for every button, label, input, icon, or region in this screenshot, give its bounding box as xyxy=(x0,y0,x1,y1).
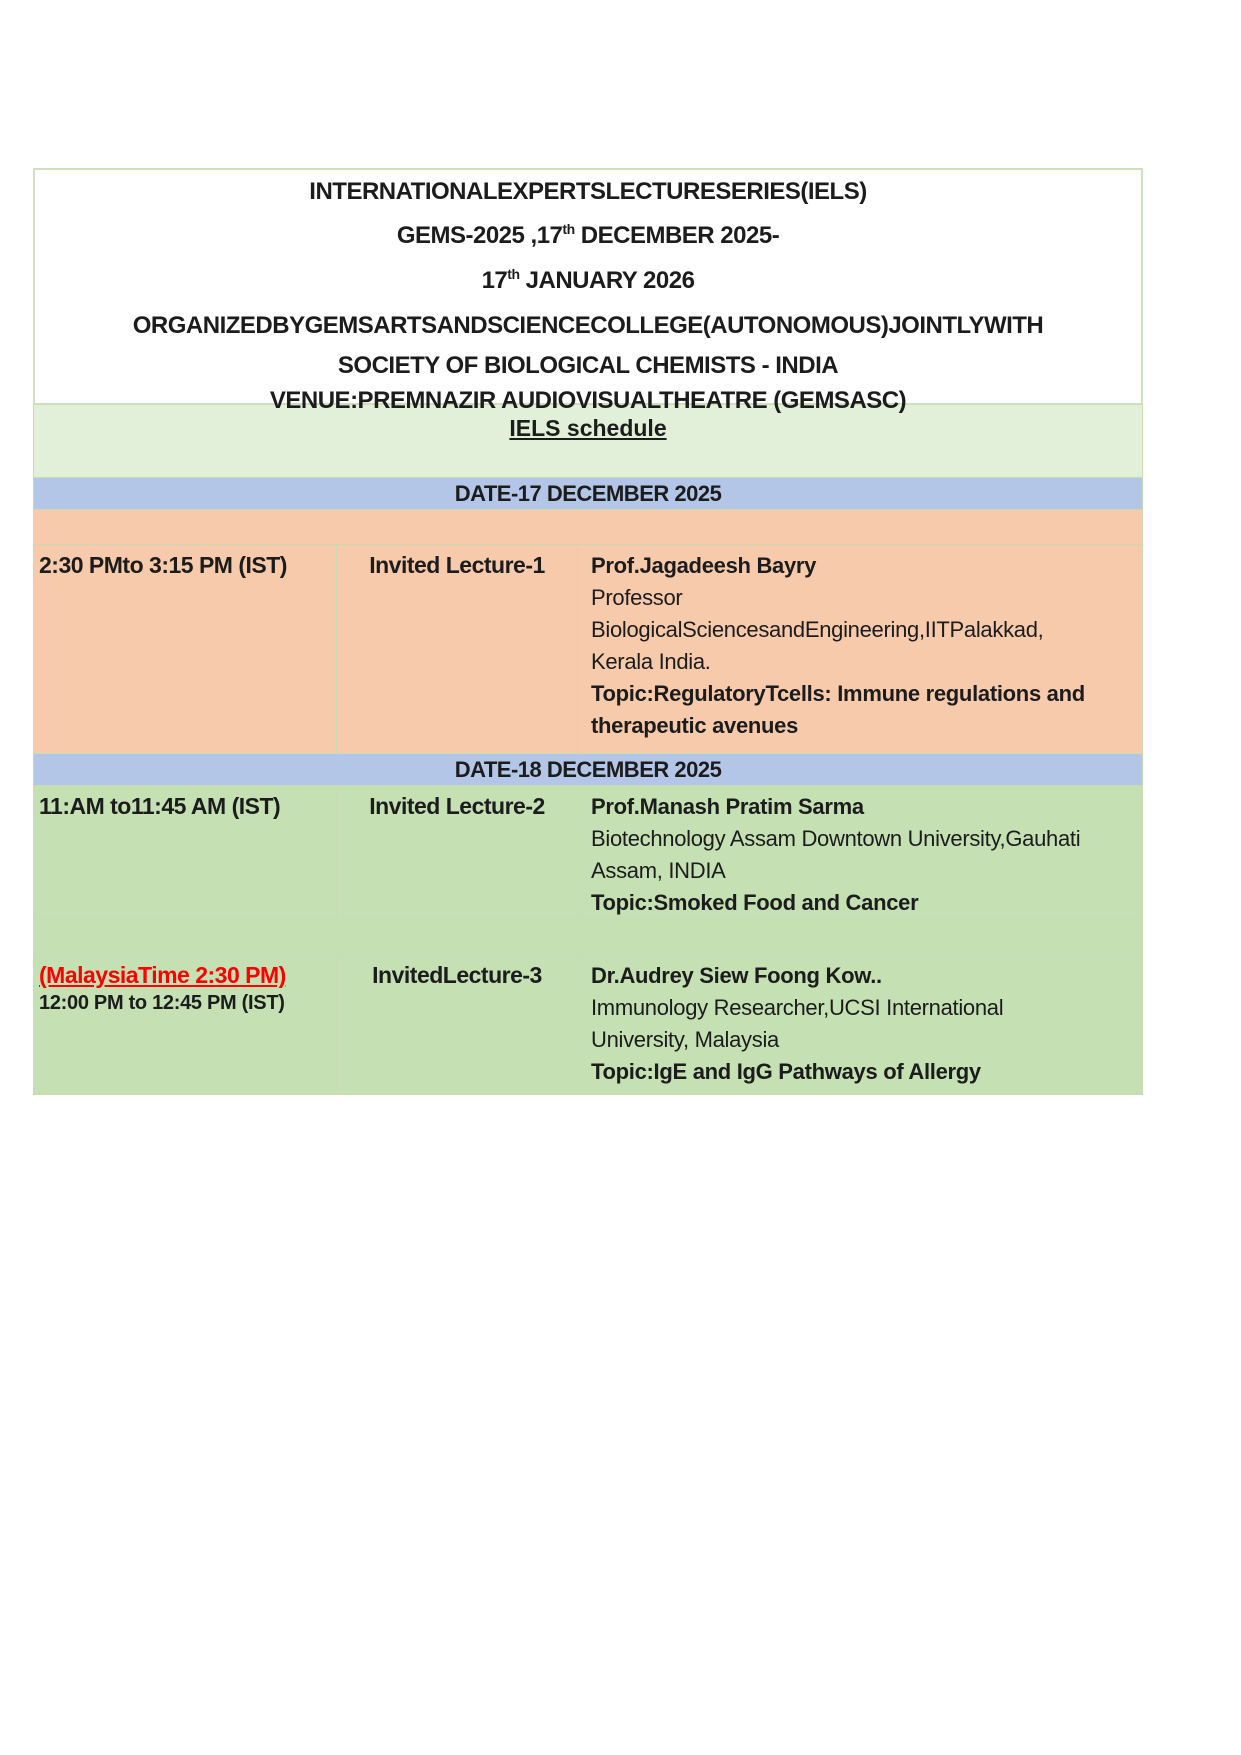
schedule-title-band xyxy=(33,405,1143,478)
lecture1-speaker: Prof.Jagadeesh Bayry xyxy=(591,553,817,578)
lecture2-topic-line: Topic:Smoked Food and Cancer xyxy=(591,890,919,915)
date-start-ordinal: th xyxy=(562,221,575,237)
lecture2-speaker: Prof.Manash Pratim Sarma xyxy=(591,794,864,819)
lecture1-affiliation-line: BiologicalSciencesandEngineering,IITPalakkad, xyxy=(591,617,1044,642)
title-line-dates-end xyxy=(35,262,1141,293)
date-end-text: 17 xyxy=(481,267,508,294)
lecture2-time-cell xyxy=(34,786,337,919)
lecture1-details-cell xyxy=(578,545,1142,753)
lecture-row-1 xyxy=(33,545,1143,754)
date-band-day2: DATE-18 DECEMBER 2025 xyxy=(33,754,1143,786)
schedule-title: IELS schedule xyxy=(509,415,667,441)
lecture2-label-cell xyxy=(337,786,578,919)
document-header xyxy=(33,168,1143,414)
lecture3-speaker: Dr.Audrey Siew Foong Kow.. xyxy=(591,963,882,988)
spacer-row-day1 xyxy=(33,510,1143,545)
lecture1-time: 2:30 PMto 3:15 PM (IST) xyxy=(39,552,287,578)
lecture1-affiliation-line: Kerala India. xyxy=(591,649,711,674)
lecture3-details-cell xyxy=(578,955,1142,1094)
date-end-month: JANUARY 2026 xyxy=(519,267,695,294)
lecture3-label: InvitedLecture-3 xyxy=(372,962,542,988)
lecture-row-3 xyxy=(33,955,1143,1095)
lecture3-label-cell xyxy=(337,955,578,1094)
date-band-day1: DATE-17 DECEMBER 2025 xyxy=(33,478,1143,510)
title-line-organizer: ORGANIZEDBYGEMSARTSANDSCIENCECOLLEGE(AUTONOMOUS)JOINTLYWITH xyxy=(132,312,1044,339)
lecture2-details-cell xyxy=(578,786,1142,919)
lecture3-time-cell xyxy=(34,955,337,1094)
lecture2-affiliation-line: Biotechnology Assam Downtown University,Gauhati xyxy=(591,826,1081,851)
iels-schedule-document xyxy=(33,168,1143,1095)
lecture1-affiliation-line: Professor xyxy=(591,585,683,610)
date-end-ordinal: th xyxy=(507,266,520,282)
lecture3-malaysia-time: (MalaysiaTime 2:30 PM) xyxy=(39,962,286,988)
title-line-dates-start xyxy=(35,217,1141,248)
lecture3-topic-line: Topic:IgE and IgG Pathways of Allergy xyxy=(591,1059,981,1084)
title-line-society: SOCIETY OF BIOLOGICAL CHEMISTS - INDIA xyxy=(337,352,839,379)
title-line-series: INTERNATIONALEXPERTSLECTURESERIES(IELS) xyxy=(309,178,867,205)
lecture2-time: 11:AM to11:45 AM (IST) xyxy=(39,793,281,819)
lecture3-ist-time: 12:00 PM to 12:45 PM (IST) xyxy=(39,992,285,1014)
lecture-row-2 xyxy=(33,786,1143,920)
lecture3-affiliation-line: Immunology Researcher,UCSI International xyxy=(591,995,1004,1020)
lecture2-label: Invited Lecture-2 xyxy=(369,793,545,819)
lecture3-affiliation-line: University, Malaysia xyxy=(591,1027,779,1052)
lecture1-time-cell xyxy=(34,545,337,753)
lecture1-topic-line: Topic:RegulatoryTcells: Immune regulations and xyxy=(591,681,1085,706)
lecture1-topic-line: therapeutic avenues xyxy=(591,713,799,738)
lecture1-label: Invited Lecture-1 xyxy=(369,552,545,578)
lecture1-label-cell xyxy=(337,545,578,753)
spacer-row-day2 xyxy=(33,920,1143,955)
title-line-venue: VENUE:PREMNAZIR AUDIOVISUALTHEATRE (GEMSASC) xyxy=(269,387,907,414)
date-start-text: GEMS-2025 ,17 xyxy=(396,222,563,249)
date-start-month: DECEMBER 2025- xyxy=(574,222,780,249)
lecture2-affiliation-line: Assam, INDIA xyxy=(591,858,726,883)
